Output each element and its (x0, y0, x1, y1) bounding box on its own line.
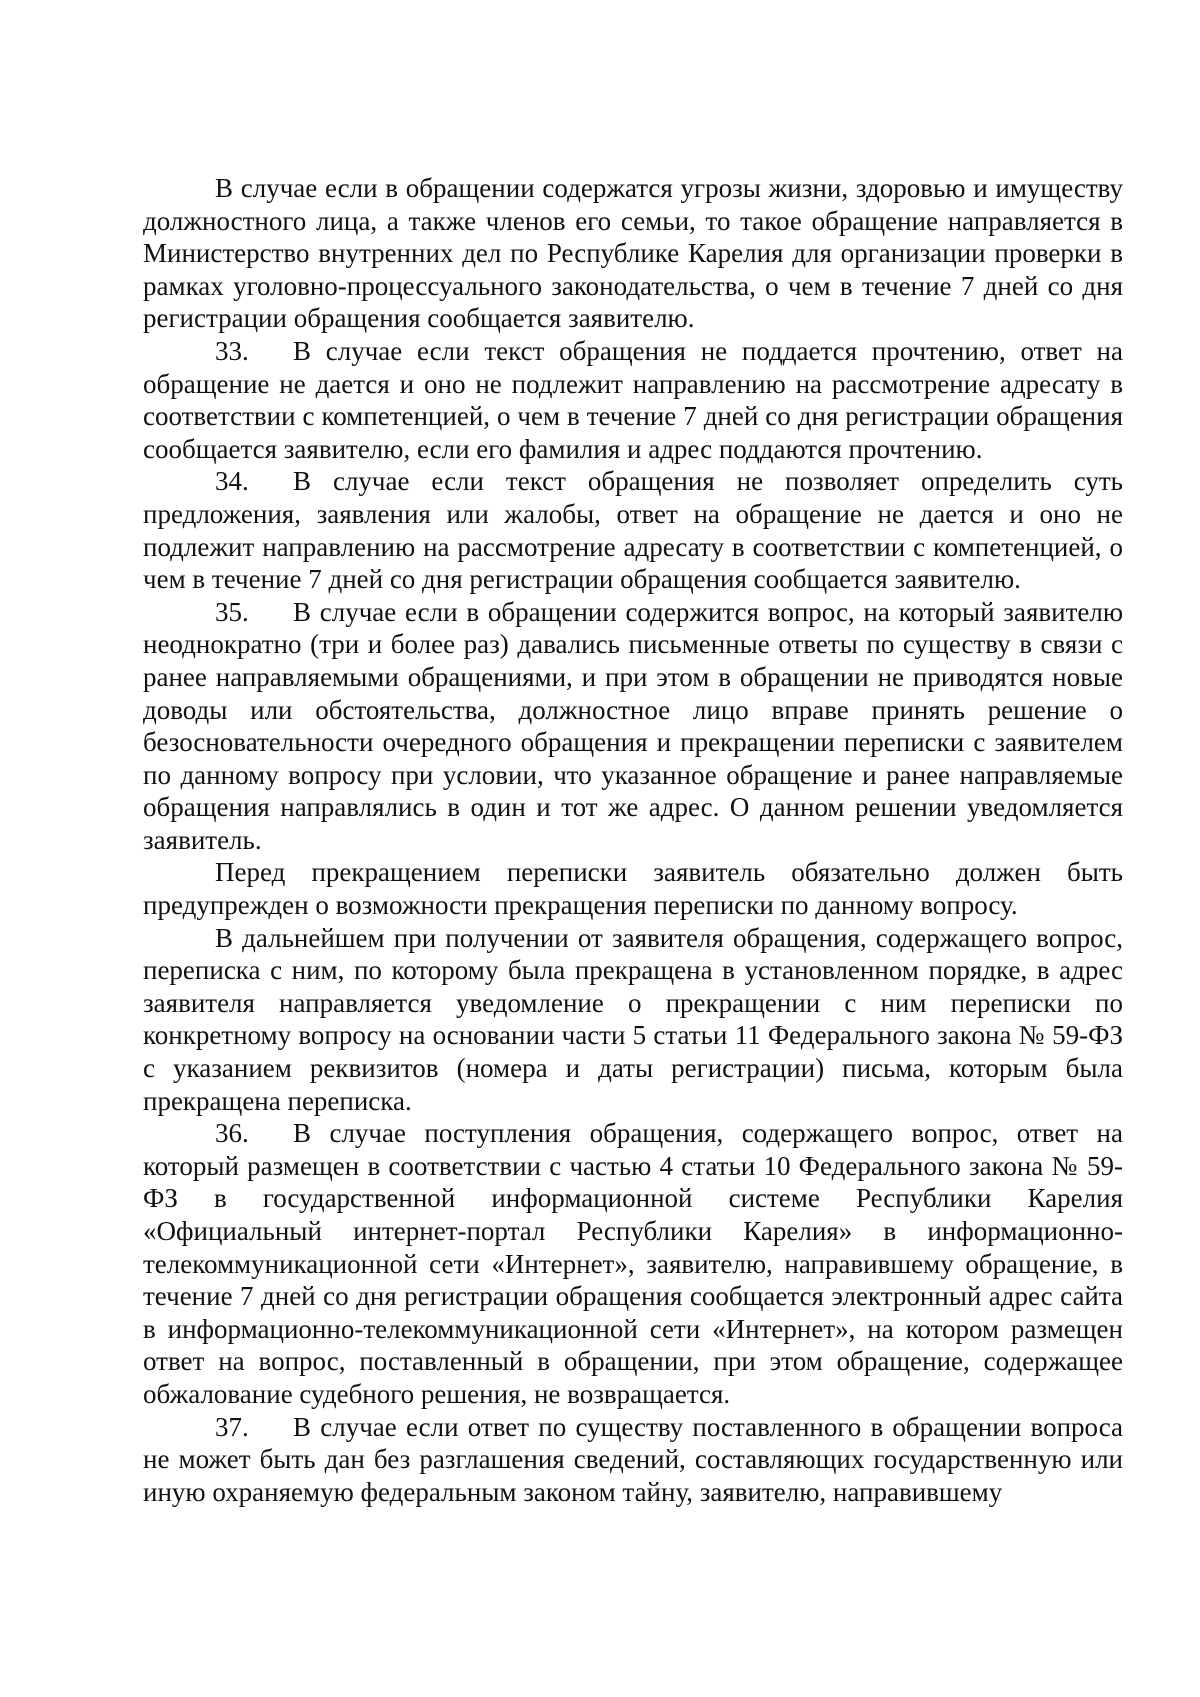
paragraph-text: В случае если текст обращения не поддается прочтению, ответ на обращение не дается и оно не подлежит направлению на рассмотрение адресату в соответствии с компетенцией, о чем в течение 7 дней со дня регистрации обращения сообщается заявителю, если его фамилия и адрес поддаются прочтению. (143, 335, 1123, 464)
paragraph-number: 37. (215, 1411, 249, 1442)
paragraph-text: Перед прекращением переписки заявитель обязательно должен быть предупрежден о возможности прекращения переписки по данному вопросу. (143, 857, 1123, 921)
paragraph-35 (143, 596, 1123, 857)
paragraph-text: В дальнейшем при получении от заявителя обращения, содержащего вопрос, переписка с ним, по которому была прекращена в установленном порядке, в адрес заявителя направляется уведомление о прекращении с ним переписки по конкретному вопросу на основании части 5 статьи 11 Федерального закона № 59-ФЗ с указанием реквизитов (номера и даты регистрации) письма, которым была прекращена переписка. (143, 922, 1123, 1116)
paragraph-text: В случае поступления обращения, содержащего вопрос, ответ на который размещен в соответствии с частью 4 статьи 10 Федерального закона № 59-ФЗ в государственной информационной системе Республики Карелия «Официальный интернет-портал Республики Карелия» в информационно-телекоммуникационной сети «Интернет», заявителю, направившему обращение, в течение 7 дней со дня регистрации обращения сообщается электронный адрес сайта в информационно-телекоммуникационной сети «Интернет», на котором размещен ответ на вопрос, поставленный в обращении, при этом обращение, содержащее обжалование судебного решения, не возвращается. (143, 1118, 1123, 1409)
paragraph-34 (143, 465, 1123, 595)
paragraph-37 (143, 1411, 1123, 1509)
paragraph-36 (143, 1117, 1123, 1410)
paragraph-33 (143, 335, 1123, 465)
paragraph-warning (143, 856, 1123, 921)
paragraph-threats (143, 172, 1123, 335)
paragraph-number: 35. (215, 596, 249, 627)
paragraph-further (143, 922, 1123, 1118)
paragraph-text: В случае если ответ по существу поставленного в обращении вопроса не может быть дан без разглашения сведений, составляющих государственную или иную охраняемую федеральным законом тайну, заявителю, направившему (143, 1411, 1123, 1507)
paragraph-number: 33. (215, 335, 249, 366)
paragraph-number: 34. (215, 466, 249, 497)
paragraph-text: В случае если в обращении содержится вопрос, на который заявителю неоднократно (три и более раз) давались письменные ответы по существу в связи с ранее направляемыми обращениями, и при этом в обращении не приводятся новые доводы или обстоятельства, должностное лицо вправе принять решение о безосновательности очередного обращения и прекращении переписки с заявителем по данному вопросу при условии, что указанное обращение и ранее направляемые обращения направлялись в один и тот же адрес. О данном решении уведомляется заявитель. (143, 596, 1123, 855)
paragraph-text: В случае если в обращении содержатся угрозы жизни, здоровью и имуществу должностного лица, а также членов его семьи, то такое обращение направляется в Министерство внутренних дел по Республике Карелия для организации проверки в рамках уголовно-процессуального законодательства, о чем в течение 7 дней со дня регистрации обращения сообщается заявителю. (143, 173, 1123, 334)
paragraph-text: В случае если текст обращения не позволяет определить суть предложения, заявления или жалобы, ответ на обращение не дается и оно не подлежит направлению на рассмотрение адресату в соответствии с компетенцией, о чем в течение 7 дней со дня регистрации обращения сообщается заявителю. (143, 466, 1123, 595)
document-page (143, 172, 1123, 1508)
paragraph-number: 36. (215, 1118, 249, 1149)
